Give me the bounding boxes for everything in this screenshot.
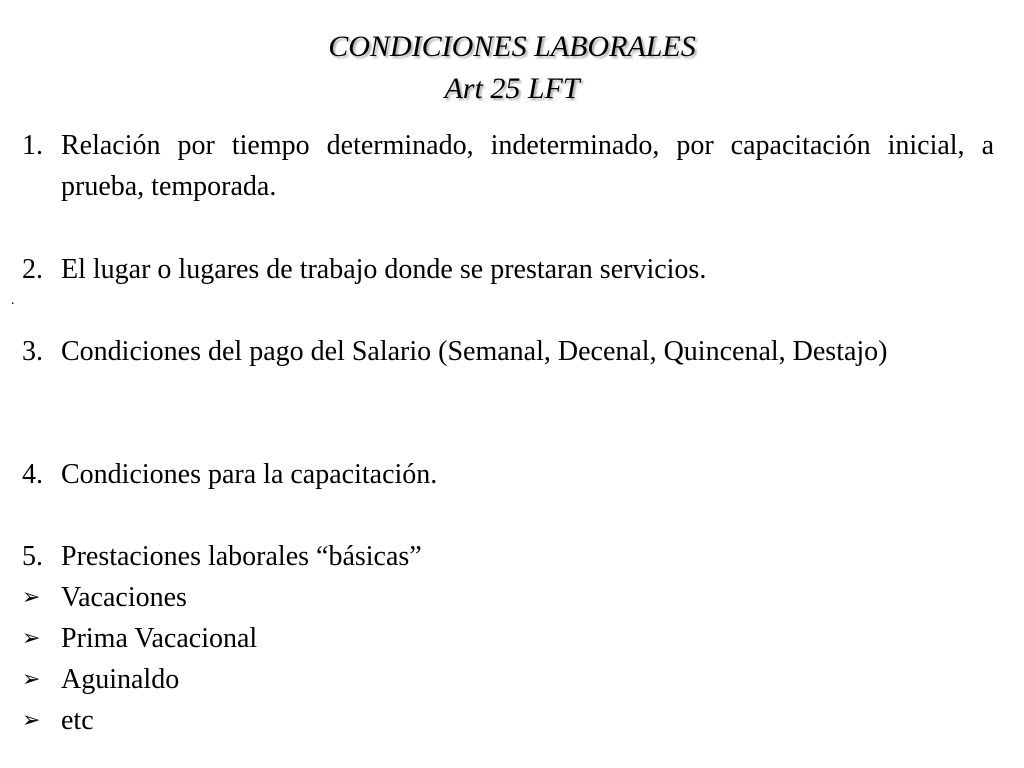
list-item-number: 1. <box>22 130 43 161</box>
bullet-item-vacaciones <box>22 577 994 618</box>
list-item-text: Condiciones del pago del Salario (Semanal, Decenal, Quincenal, Destajo) <box>61 336 888 367</box>
arrow-bullet-icon: ➢ <box>22 708 41 733</box>
list-item-number: 3. <box>22 336 43 367</box>
arrow-bullet-icon: ➢ <box>22 626 41 651</box>
list-item-2 <box>22 249 994 290</box>
bullet-item-text: Prima Vacacional <box>61 623 258 654</box>
list-item-1 <box>22 125 994 207</box>
list-item-number: 4. <box>22 459 43 490</box>
list-item-number: 2. <box>22 254 43 285</box>
bullet-item-text: Aguinaldo <box>61 664 180 695</box>
list-item-3 <box>22 331 994 372</box>
list-item-text: Relación por tiempo determinado, indeterminado, por capacitación inicial, a prueba, temporada. <box>61 130 994 202</box>
arrow-bullet-icon: ➢ <box>22 667 41 692</box>
bullet-item-text: etc <box>61 705 94 736</box>
bullet-item-text: Vacaciones <box>61 582 187 613</box>
list-item-text: El lugar o lugares de trabajo donde se prestaran servicios. <box>61 254 707 285</box>
slide-title: CONDICIONES LABORALES <box>328 30 696 63</box>
list-item-number: 5. <box>22 541 43 572</box>
bullet-item-prima-vacacional <box>22 618 994 659</box>
list-item-text: Condiciones para la capacitación. <box>61 459 438 490</box>
list-item-5 <box>22 536 994 577</box>
stray-dot: . <box>11 293 15 308</box>
slide-title-block <box>0 26 1024 110</box>
list-item-text: Prestaciones laborales “básicas” <box>61 541 422 572</box>
list-item-4 <box>22 454 994 495</box>
slide-subtitle: Art 25 LFT <box>444 72 580 105</box>
arrow-bullet-icon: ➢ <box>22 585 41 610</box>
bullet-item-etc <box>22 700 994 741</box>
bullet-item-aguinaldo <box>22 659 994 700</box>
